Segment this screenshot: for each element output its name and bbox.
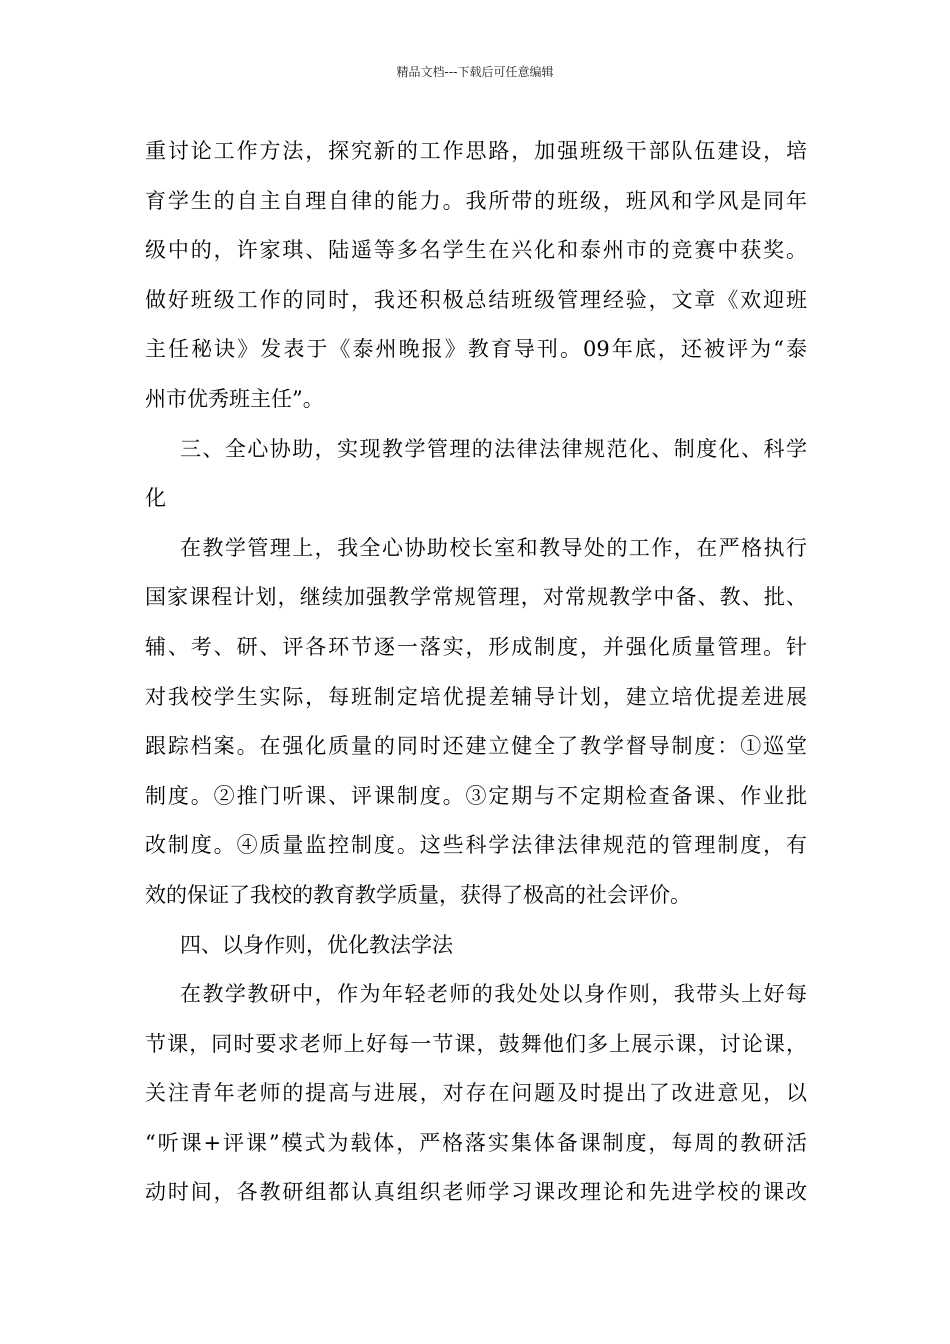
text-line: 做好班级工作的同时，我还积极总结班级管理经验，文章《欢迎班 (145, 287, 807, 312)
text-line: 主任秘诀》发表于《泰州晚报》教育导刊。09年底，还被评为“泰 (145, 337, 807, 362)
text-line: 在教学教研中，作为年轻老师的我处处以身作则，我带头上好每 (180, 982, 807, 1007)
text-line: 在教学管理上，我全心协助校长室和教导处的工作，在严格执行 (180, 535, 807, 560)
text-line: 制度。②推门听课、评课制度。③定期与不定期检查备课、作业批 (145, 783, 807, 808)
text-line: 改制度。④质量监控制度。这些科学法律法律规范的管理制度，有 (145, 833, 807, 858)
text-line: 效的保证了我校的教育教学质量，获得了极高的社会评价。 (145, 882, 691, 907)
text-line: 动时间，各教研组都认真组织老师学习课改理论和先进学校的课改 (145, 1180, 807, 1205)
text-line: 三、全心协助，实现教学管理的法律法律规范化、制度化、科学 (180, 436, 807, 461)
document-body (145, 127, 807, 1218)
text-line: 化 (145, 486, 166, 511)
text-line: 辅、考、研、评各环节逐一落实，形成制度，并强化质量管理。针 (145, 634, 807, 659)
text-line: 对我校学生实际，每班制定培优提差辅导计划，建立培优提差进展 (145, 684, 807, 709)
text-line: 育学生的自主自理自律的能力。我所带的班级，班风和学风是同年 (145, 188, 807, 213)
text-line: 州市优秀班主任”。 (145, 386, 324, 411)
text-line: 重讨论工作方法，探究新的工作思路，加强班级干部队伍建设，培 (145, 139, 807, 163)
text-line: 四、以身作则，优化教法学法 (180, 932, 453, 957)
text-line: 国家课程计划，继续加强教学常规管理，对常规教学中备、教、批、 (145, 585, 807, 610)
text-line: 跟踪档案。在强化质量的同时还建立健全了教学督导制度：①巡堂 (145, 734, 807, 759)
text-line: “听课+评课”模式为载体，严格落实集体备课制度，每周的教研活 (145, 1130, 807, 1155)
text-line: 节课，同时要求老师上好每一节课，鼓舞他们多上展示课，讨论课， (145, 1031, 807, 1056)
text-line: 关注青年老师的提高与进展，对存在问题及时提出了改进意见，以 (145, 1081, 807, 1106)
text-line: 级中的，许家琪、陆遥等多名学生在兴化和泰州市的竞赛中获奖。 (145, 238, 807, 263)
page-header: 精品文档---下载后可任意编辑 (396, 65, 554, 79)
